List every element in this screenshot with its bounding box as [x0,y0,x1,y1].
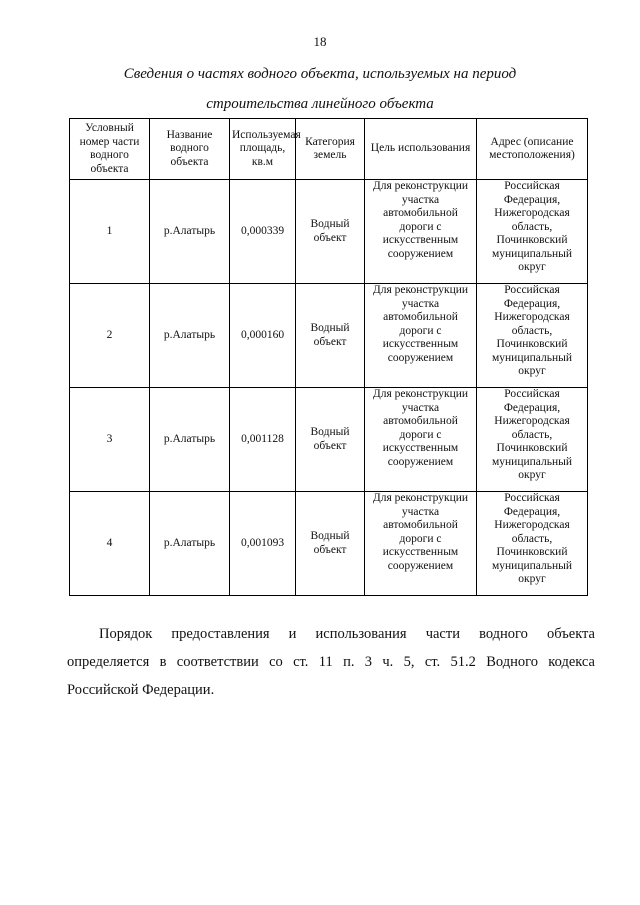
header-part-number: Условный номер части водного объекта [70,119,150,180]
table-row [70,180,588,284]
page-number: 18 [313,34,327,49]
cell-area: 0,000160 [230,284,296,388]
cell-water-object-name: р.Алатырь [150,492,230,596]
paragraph-line-1: Порядок предоставления и использования части водного объекта [99,626,595,642]
cell-water-object-name: р.Алатырь [150,180,230,284]
cell-land-category: Водный объект [296,492,365,596]
table-row [70,284,588,388]
paragraph-line-3: Российской Федерации. [67,682,215,698]
cell-address: Российская Федерация, Нижегородская область, Починковский муниципальный округ [477,388,588,492]
water-object-parts-table [69,118,588,596]
header-area: Используемая площадь, кв.м [230,119,296,180]
cell-part-number: 2 [70,284,150,388]
cell-land-category: Водный объект [296,388,365,492]
cell-water-object-name: р.Алатырь [150,388,230,492]
table-header-row [70,119,588,180]
cell-area: 0,001128 [230,388,296,492]
cell-area: 0,000339 [230,180,296,284]
section-title-line-2: строительства линейного объекта [206,96,434,112]
cell-purpose: Для реконструкции участка автомобильной дороги с искусственным сооружением [365,492,477,596]
cell-part-number: 1 [70,180,150,284]
header-water-object-name: Название водного объекта [150,119,230,180]
header-address: Адрес (описание местоположения) [477,119,588,180]
header-land-category: Категория земель [296,119,365,180]
cell-land-category: Водный объект [296,284,365,388]
cell-part-number: 4 [70,492,150,596]
cell-part-number: 3 [70,388,150,492]
paragraph-line-2: определяется в соответствии со ст. 11 п. 3 ч. 5, ст. 51.2 Водного кодекса [67,654,595,670]
cell-address: Российская Федерация, Нижегородская область, Починковский муниципальный округ [477,180,588,284]
table-row [70,388,588,492]
cell-water-object-name: р.Алатырь [150,284,230,388]
table-row [70,492,588,596]
cell-purpose: Для реконструкции участка автомобильной дороги с искусственным сооружением [365,388,477,492]
cell-area: 0,001093 [230,492,296,596]
cell-address: Российская Федерация, Нижегородская область, Починковский муниципальный округ [477,284,588,388]
section-title-line-1: Сведения о частях водного объекта, используемых на период [123,66,517,82]
cell-land-category: Водный объект [296,180,365,284]
cell-purpose: Для реконструкции участка автомобильной дороги с искусственным сооружением [365,284,477,388]
header-purpose: Цель использования [365,119,477,180]
cell-address: Российская Федерация, Нижегородская область, Починковский муниципальный округ [477,492,588,596]
cell-purpose: Для реконструкции участка автомобильной дороги с искусственным сооружением [365,180,477,284]
